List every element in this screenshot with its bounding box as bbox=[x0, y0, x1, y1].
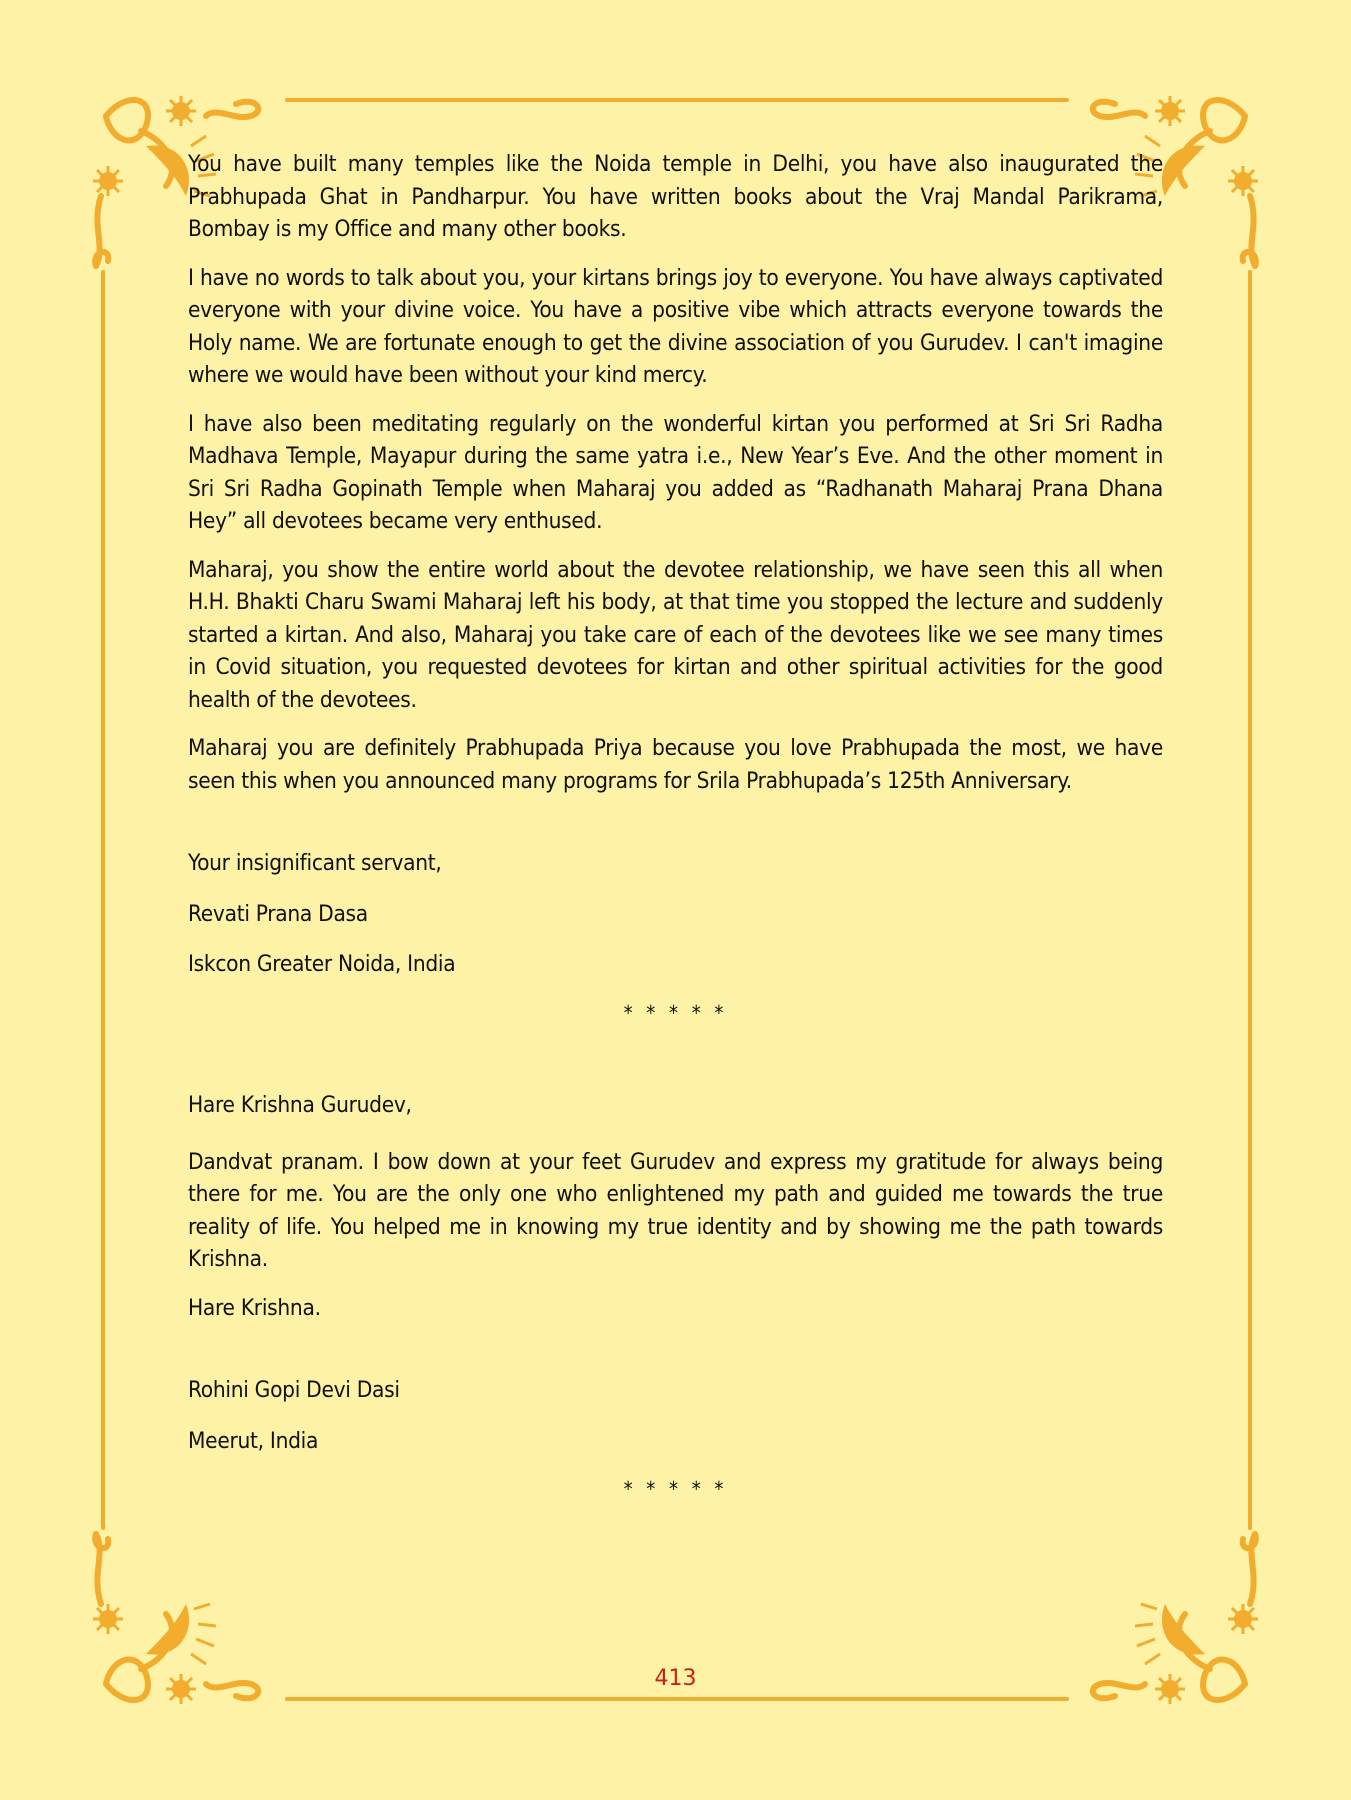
section-separator: * * * * * bbox=[623, 1000, 728, 1025]
letter-2 bbox=[188, 1089, 1163, 1506]
page-number: 413 bbox=[654, 1666, 697, 1691]
author-location: Iskcon Greater Noida, India bbox=[188, 951, 456, 977]
paragraph: Dandvat pranam. I bow down at your feet Gurudev and express my gratitude for always being there for me. You are the only one who enlightened my path and guided me towards the true reality of life. You helped me in knowing my true identity and by showing me the path towards Krishna. bbox=[188, 1148, 1163, 1272]
paragraph: Hare Krishna. bbox=[188, 1294, 321, 1321]
author-name: Revati Prana Dasa bbox=[188, 900, 368, 927]
letter-content bbox=[188, 148, 1163, 1506]
closing-line: Your insignificant servant, bbox=[188, 850, 442, 876]
border-top-line bbox=[285, 98, 1069, 102]
border-right-line bbox=[1248, 270, 1252, 1530]
letter-1 bbox=[188, 148, 1163, 1029]
paragraph: You have built many temples like the Noida temple in Delhi, you have also inaugurated the Prabhupada Ghat in Pandharpur. You have written books about the Vraj Mandal Parikrama, Bombay is my Office and many other books. bbox=[188, 151, 1163, 242]
section-separator: * * * * * bbox=[623, 1477, 728, 1501]
paragraph: I have also been meditating regularly on the wonderful kirtan you performed at Sri Sri Radha Madhava Temple, Mayapur during the same yatra i.e., New Year’s Eve. And the other moment in Sri Sri Radha Gopinath Temple when Maharaj you added as “Radhanath Maharaj Prana Dhana Hey” all devotees became very enthused. bbox=[188, 410, 1163, 534]
border-left-line bbox=[101, 270, 105, 1530]
salutation: Hare Krishna Gurudev, bbox=[188, 1092, 412, 1118]
border-bottom-line bbox=[285, 1697, 1069, 1701]
paragraph: I have no words to talk about you, your kirtans brings joy to everyone. You have always captivated everyone with your divine voice. You have a positive vibe which attracts everyone towards the Holy name. We are fortunate enough to get the divine association of you Gurudev. I can't imagine where we would have been without your kind mercy. bbox=[188, 264, 1163, 388]
paragraph: Maharaj you are definitely Prabhupada Priya because you love Prabhupada the most, we have seen this when you announced many programs for Srila Prabhupada’s 125th Anniversary. bbox=[188, 735, 1163, 794]
paragraph: Maharaj, you show the entire world about the devotee relationship, we have seen this all when H.H. Bhakti Charu Swami Maharaj left his body, at that time you stopped the lecture and suddenly started a kirtan. And also, Maharaj you take care of each of the devotees like we see many times in Covid situation, you requested devotees for kirtan and other spiritual activities for the good health of the devotees. bbox=[188, 556, 1163, 713]
author-location: Meerut, India bbox=[188, 1427, 319, 1454]
author-name: Rohini Gopi Devi Dasi bbox=[188, 1377, 400, 1403]
